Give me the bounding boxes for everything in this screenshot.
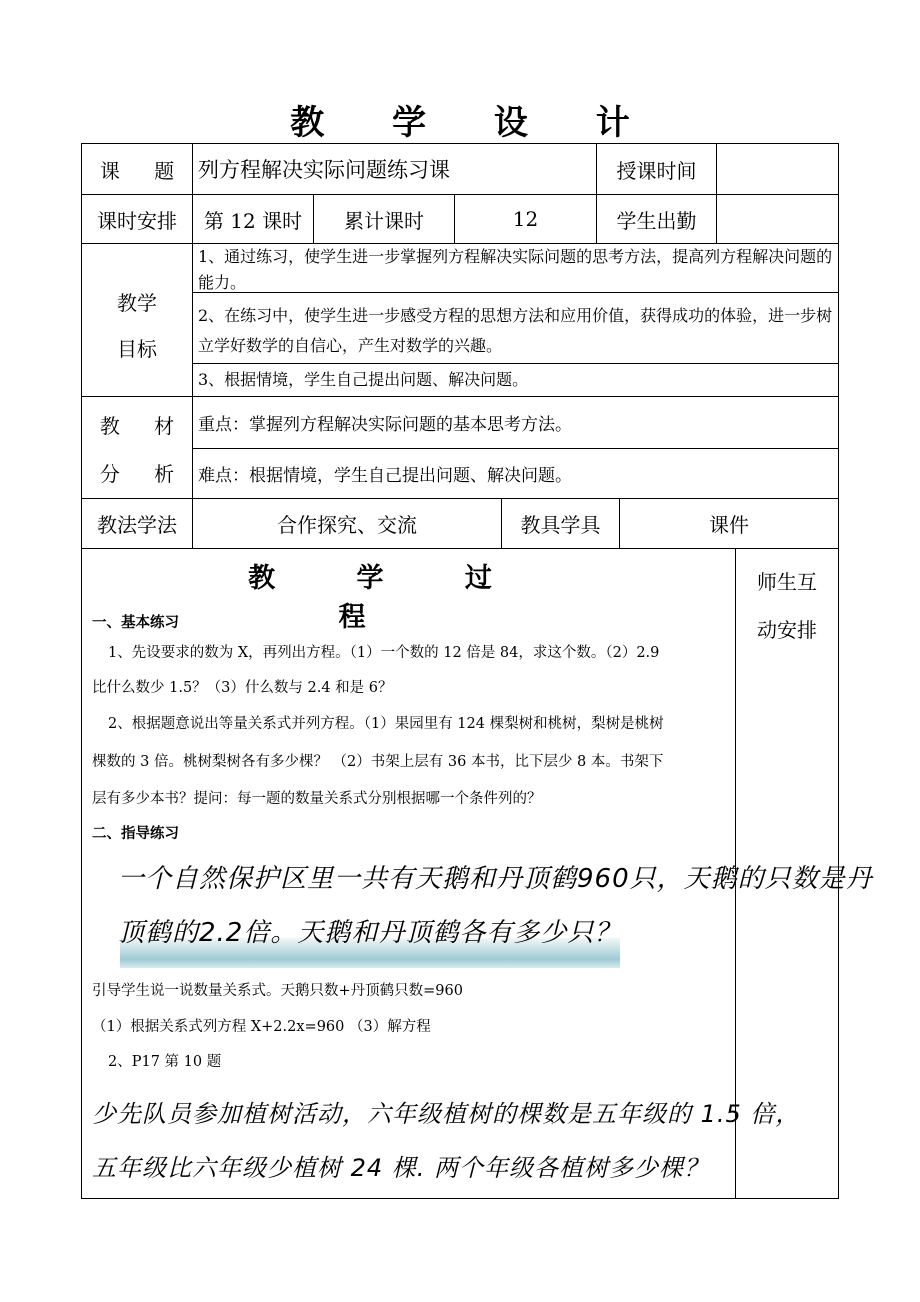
objective-2: 2、在练习中，使学生进一步感受方程的思想方法和应用价值，获得成功的体验，进一步树立学好数学的自信心，产生对数学的兴趣。 <box>198 306 833 355</box>
problem1-line2: 顶鹤的2.2倍。天鹅和丹顶鹤各有多少只？ <box>118 918 622 948</box>
section2-heading: 二、指导练习 <box>92 825 179 842</box>
side-label-1: 师生互 <box>757 570 817 594</box>
s1-item2-line1: 2、根据题意说出等量关系式并列方程。（1）果园里有 124 棵梨树和桃树，梨树是桃树 <box>108 716 664 732</box>
item2-text: 2、P17 第 10 题 <box>108 1054 222 1070</box>
problem2-line2: 五年级比六年级少植树 24 棵. 两个年级各植树多少棵？ <box>92 1154 710 1182</box>
time-label: 授课时间 <box>616 158 697 183</box>
methods-value: 合作探究、交流 <box>277 513 417 537</box>
objectives-label-2: 目标 <box>117 337 157 361</box>
process-title: 教 学 过 程 <box>248 563 528 633</box>
page-title: 教 学 设 计 <box>290 103 658 143</box>
analysis-label-1: 教 材 <box>99 414 189 438</box>
s1-item1-line1: 1、先设要求的数为 X，再列出方程。（1）一个数的 12 倍是 84，求这个数。（2）2.9 <box>108 645 660 661</box>
key-point: 重点：掌握列方程解决实际问题的基本思考方法。 <box>198 415 572 435</box>
problem2-line1: 少先队员参加植树活动，六年级植树的棵数是五年级的 1.5 倍， <box>92 1100 801 1128</box>
side-label-2: 动安排 <box>757 618 817 642</box>
s1-item2-line3: 层有多少本书？提问：每一题的数量关系式分别根据哪一个条件列的？ <box>92 791 542 807</box>
topic-value: 列方程解决实际问题练习课 <box>198 158 450 182</box>
steps-text: （1）根据关系式列方程 X+2.2x=960 （3）解方程 <box>92 1019 431 1035</box>
methods-label: 教法学法 <box>97 513 177 537</box>
cumulative-label: 累计课时 <box>344 208 424 233</box>
difficulty: 难点：根据情境，学生自己提出问题、解决问题。 <box>198 466 572 486</box>
section1-heading: 一、基本练习 <box>92 614 179 631</box>
objective-1: 1、通过练习，使学生进一步掌握列方程解决实际问题的思考方法，提高列方程解决问题的能力。 <box>198 247 833 292</box>
tools-value: 课件 <box>709 513 749 537</box>
cumulative-value: 12 <box>512 207 539 231</box>
problem1-line1: 一个自然保护区里一共有天鹅和丹顶鹤960只，天鹅的只数是丹 <box>118 864 873 894</box>
tools-label: 教具学具 <box>520 513 601 537</box>
schedule-value: 第 12 课时 <box>203 208 303 233</box>
s1-item2-line2: 棵数的 3 倍。桃树梨树各有多少棵？ （2）书架上层有 36 本书，比下层少 8 本。书架下 <box>92 754 664 770</box>
objective-3: 3、根据情境，学生自己提出问题、解决问题。 <box>198 370 529 389</box>
s1-item1-line2: 比什么数少 1.5？（3）什么数与 2.4 和是 6？ <box>92 680 393 696</box>
analysis-label-2: 分 析 <box>99 462 189 486</box>
schedule-label: 课时安排 <box>97 208 177 233</box>
topic-label: 课 题 <box>99 158 189 183</box>
guide-text: 引导学生说一说数量关系式。天鹅只数+丹顶鹤只数=960 <box>92 983 463 999</box>
attendance-label: 学生出勤 <box>616 208 697 233</box>
objectives-label-1: 教学 <box>117 291 157 315</box>
